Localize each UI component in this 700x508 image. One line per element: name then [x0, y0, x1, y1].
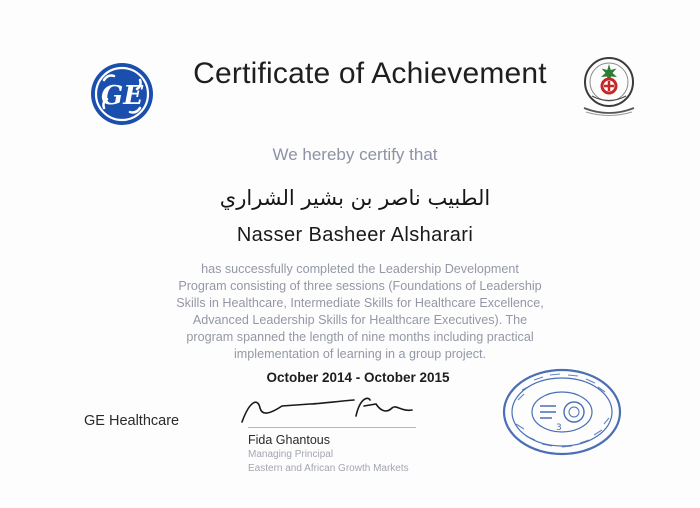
ge-logo-icon	[90, 62, 154, 126]
signature-line	[248, 427, 416, 428]
body-line: Program consisting of three sessions (Foundations of Leadership	[178, 279, 542, 293]
ge-logo-text: GE	[100, 81, 144, 111]
certificate-body	[140, 261, 580, 363]
certify-line: We hereby certify that	[272, 145, 438, 164]
body-line: Skills in Healthcare, Intermediate Skills for Healthcare Excellence,	[176, 296, 544, 310]
body-line: program spanned the length of nine months including practical	[186, 330, 534, 344]
body-line: implementation of learning in a group project.	[233, 347, 487, 361]
stamp-text: 3	[556, 423, 562, 433]
company-name: GE Healthcare	[84, 413, 180, 429]
body-line: has successfully completed the Leadership Development	[201, 262, 519, 276]
page-title: Certificate of Achievement	[193, 57, 547, 90]
body-line: Advanced Leadership Skills for Healthcare Executives). The	[192, 313, 528, 327]
official-stamp-icon	[500, 366, 624, 458]
program-dates: October 2014 - October 2015	[266, 370, 450, 385]
signer-title: Managing Principal	[248, 449, 334, 460]
recipient-name-english: Nasser Basheer Alsharari	[236, 224, 474, 246]
signer-department: Eastern and African Growth Markets	[248, 463, 409, 474]
signature-icon	[236, 392, 420, 428]
recipient-name-arabic: الطبيب ناصر بن بشير الشراري	[219, 186, 491, 210]
ministry-crest-icon	[574, 52, 644, 118]
signer-name: Fida Ghantous	[248, 433, 330, 447]
